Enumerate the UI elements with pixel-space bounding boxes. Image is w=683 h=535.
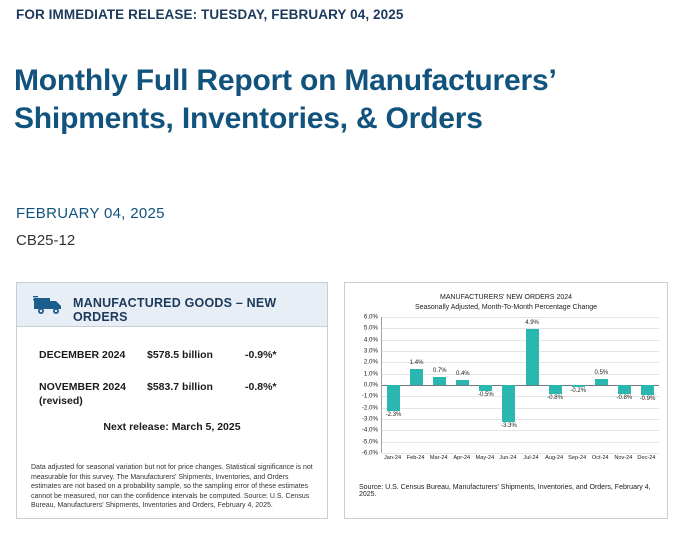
x-axis-tick: Mar-24 bbox=[429, 455, 448, 461]
chart-bar bbox=[572, 385, 585, 387]
chart-bar bbox=[641, 385, 654, 395]
gridline bbox=[382, 453, 659, 454]
x-axis-tick: Jun-24 bbox=[499, 455, 517, 461]
row-value: $583.7 billion bbox=[147, 381, 213, 393]
x-axis-tick: Feb-24 bbox=[406, 455, 425, 461]
chart-bar bbox=[456, 380, 469, 385]
chart-subtitle: Seasonally Adjusted, Month-To-Month Percentage Change bbox=[414, 304, 598, 311]
chart-title-main: MANUFACTURERS' NEW ORDERS 2024 bbox=[439, 294, 573, 301]
row-label-text: DECEMBER 2024 bbox=[39, 349, 126, 361]
y-axis-tick: 6.0% bbox=[363, 313, 378, 321]
panel-header bbox=[17, 283, 327, 327]
x-axis-tick: Oct-24 bbox=[591, 455, 609, 461]
chart-bar-label: -3.3% bbox=[501, 423, 517, 430]
x-axis-tick: Apr-24 bbox=[453, 455, 471, 461]
new-orders-chart-panel bbox=[344, 282, 668, 519]
release-date: FEBRUARY 04, 2025 bbox=[16, 205, 165, 222]
y-axis-tick: -6.0% bbox=[361, 449, 378, 457]
row-label-text: NOVEMBER 2024 bbox=[39, 381, 126, 393]
y-axis-tick: -2.0% bbox=[361, 404, 378, 412]
row-label-sub: (revised) bbox=[39, 395, 83, 407]
page-title: Monthly Full Report on Manufacturers’ Shipments, Inventories, & Orders bbox=[14, 64, 555, 136]
chart-bar-label: -0.9% bbox=[639, 396, 656, 403]
new-orders-summary-panel bbox=[16, 282, 328, 519]
chart-bar-label: -2.3% bbox=[385, 412, 402, 419]
chart-bar bbox=[433, 377, 446, 385]
panel-footnote: Data adjusted for seasonal variation but not for price changes. Statistical significance is not measurable for this survey. The Manufacturers' Shipments, Inventories, and Orders estimates are not based on a probability sample, so the sampling error of these estimates cannot be measured, nor can the confidence intervals be computed. Source: U.S. Census Bureau, Manufacturers' Shipments, Inventories and Orders, February 4, 2025. bbox=[31, 464, 313, 509]
gridline bbox=[382, 317, 659, 318]
row-percent: -0.8%* bbox=[245, 381, 277, 393]
gridline bbox=[382, 328, 659, 329]
y-axis-tick: 5.0% bbox=[363, 324, 378, 332]
chart-bar bbox=[387, 385, 400, 411]
row-value: $578.5 billion bbox=[147, 349, 213, 361]
x-axis-tick: Jul-24 bbox=[523, 455, 539, 461]
chart-bar bbox=[410, 369, 423, 385]
chart-bar-label: 1.4% bbox=[409, 360, 424, 367]
y-axis-tick: 0.0% bbox=[363, 381, 378, 389]
chart-bar-label: 0.5% bbox=[594, 370, 609, 377]
panel-title: MANUFACTURED GOODS – NEW ORDERS bbox=[73, 296, 277, 324]
next-release-note: Next release: March 5, 2025 bbox=[103, 421, 241, 433]
chart-source: Source: U.S. Census Bureau, Manufacturers' Shipments, Inventories, and Orders, February 4, 2025. bbox=[359, 484, 651, 498]
y-axis-tick: -3.0% bbox=[361, 415, 378, 423]
chart-bar-label: 0.4% bbox=[455, 371, 470, 378]
chart-bar-label: -0.5% bbox=[478, 391, 494, 398]
x-axis bbox=[381, 455, 659, 469]
chart-bar bbox=[479, 385, 492, 391]
row-label bbox=[39, 381, 126, 407]
chart-plot-area bbox=[355, 313, 659, 471]
row-percent: -0.9%* bbox=[245, 349, 277, 361]
gridline bbox=[382, 419, 659, 420]
chart-bar bbox=[502, 385, 515, 422]
chart-bar bbox=[618, 385, 631, 394]
chart-bar-label: 0.7% bbox=[432, 368, 447, 375]
gridline bbox=[382, 442, 659, 443]
y-axis-tick: -1.0% bbox=[361, 392, 378, 400]
x-axis-tick: Dec-24 bbox=[637, 455, 656, 461]
gridline bbox=[382, 340, 659, 341]
y-axis-tick: -5.0% bbox=[361, 438, 378, 446]
chart-bar bbox=[526, 329, 539, 385]
chart-title bbox=[345, 293, 667, 313]
release-code: CB25-12 bbox=[16, 232, 76, 249]
x-axis-tick: Jan-24 bbox=[383, 455, 402, 461]
y-axis bbox=[355, 313, 381, 457]
x-axis-tick: Sep-24 bbox=[568, 455, 587, 461]
y-axis-tick: -4.0% bbox=[361, 426, 378, 434]
x-axis-tick: May-24 bbox=[475, 455, 495, 461]
row-label bbox=[39, 349, 125, 361]
x-axis-tick: Nov-24 bbox=[614, 455, 633, 461]
truck-icon bbox=[33, 294, 63, 316]
y-axis-tick: 1.0% bbox=[363, 370, 378, 378]
gridline bbox=[382, 374, 659, 375]
chart-bar bbox=[549, 385, 562, 394]
y-axis-tick: 2.0% bbox=[363, 358, 378, 366]
gridline bbox=[382, 351, 659, 352]
gridline bbox=[382, 430, 659, 431]
y-axis-tick: 4.0% bbox=[363, 336, 378, 344]
gridline bbox=[382, 408, 659, 409]
release-line: FOR IMMEDIATE RELEASE: TUESDAY, FEBRUARY 04, 2025 bbox=[16, 7, 404, 22]
x-axis-tick: Aug-24 bbox=[545, 455, 564, 461]
chart-bar-label: 4.9% bbox=[525, 320, 539, 327]
chart-bar-label: -0.8% bbox=[616, 395, 633, 402]
chart-bar-label: -0.2% bbox=[570, 388, 587, 395]
chart-bar-label: -0.8% bbox=[547, 395, 563, 402]
plot-canvas bbox=[381, 317, 659, 453]
chart-bar bbox=[595, 379, 608, 385]
y-axis-tick: 3.0% bbox=[363, 347, 378, 355]
